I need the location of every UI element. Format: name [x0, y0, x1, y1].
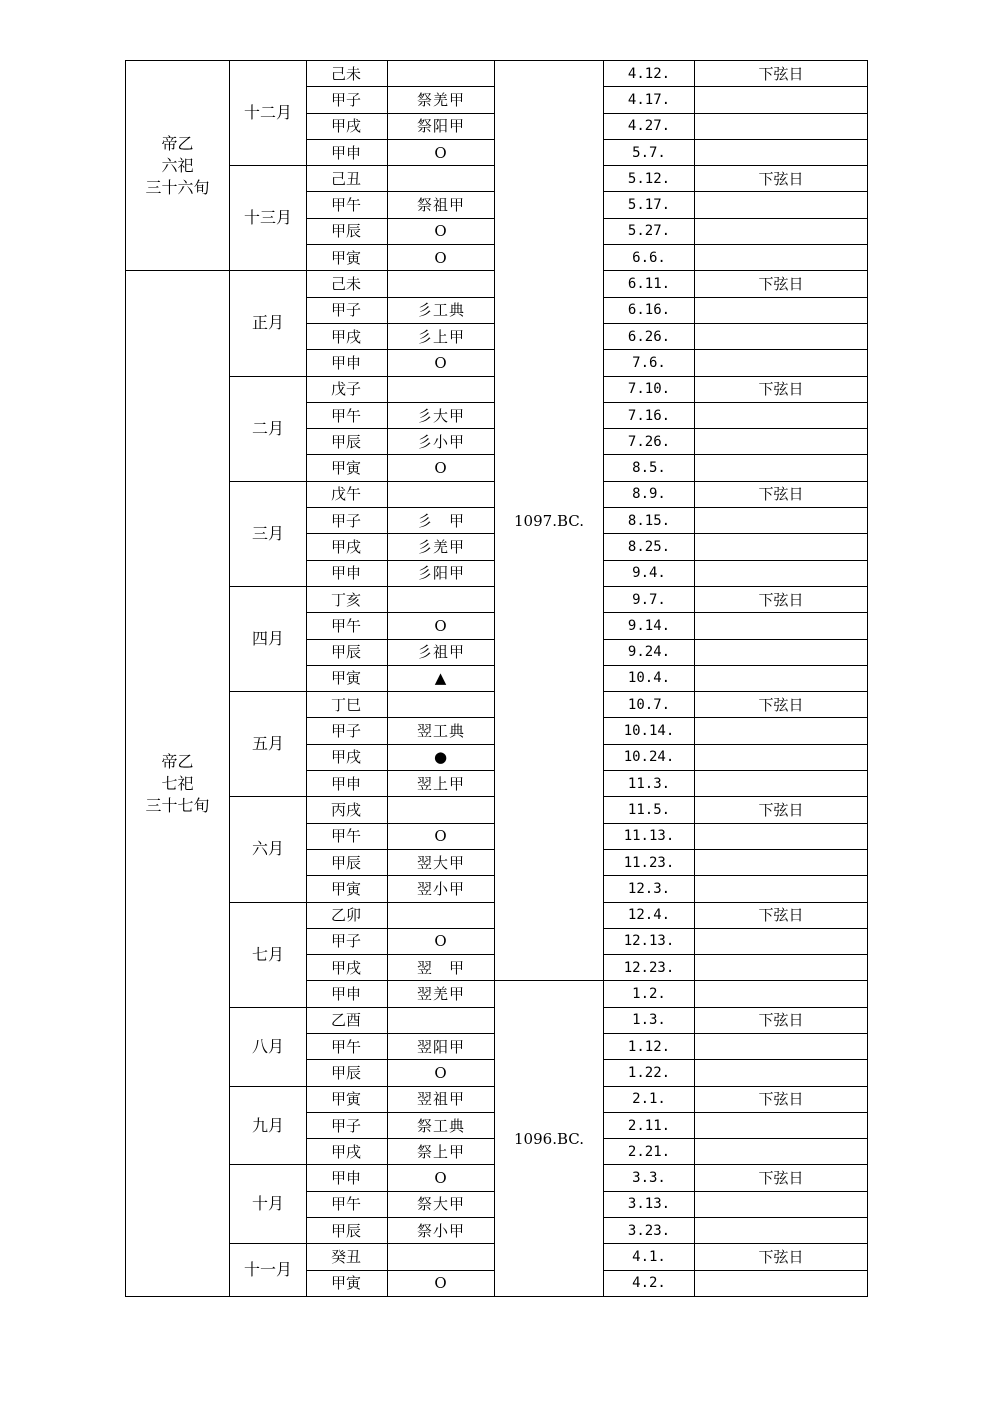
date-cell: 1.22. [604, 1060, 695, 1086]
reign-line: 三十七旬 [145, 795, 210, 815]
lunar-phase-cell [695, 1139, 868, 1165]
date-cell: 2.1. [604, 1086, 695, 1112]
sacrifice-cell [388, 376, 495, 402]
ganzhi-day-cell: 甲辰 [307, 639, 388, 665]
sacrifice-cell: 祭工典 [388, 1112, 495, 1138]
lunar-phase-cell [695, 718, 868, 744]
ganzhi-day-cell: 甲申 [307, 981, 388, 1007]
ganzhi-day-cell: 甲申 [307, 560, 388, 586]
sacrifice-cell: O [388, 823, 495, 849]
date-cell: 10.14. [604, 718, 695, 744]
lunar-phase-cell [695, 981, 868, 1007]
ganzhi-day-cell: 己丑 [307, 166, 388, 192]
date-cell: 3.23. [604, 1218, 695, 1244]
sacrifice-cell: O [388, 928, 495, 954]
ganzhi-day-cell: 甲寅 [307, 245, 388, 271]
sacrifice-cell: O [388, 218, 495, 244]
lunar-phase-cell: 下弦日 [695, 586, 868, 612]
sacrifice-cell: ● [388, 744, 495, 770]
lunar-phase-cell [695, 297, 868, 323]
lunar-phase-cell: 下弦日 [695, 61, 868, 87]
ganzhi-day-cell: 甲戌 [307, 744, 388, 770]
sacrifice-cell [388, 692, 495, 718]
date-cell: 6.6. [604, 245, 695, 271]
lunar-phase-cell [695, 771, 868, 797]
date-cell: 7.26. [604, 429, 695, 455]
ganzhi-day-cell: 甲辰 [307, 1218, 388, 1244]
sacrifice-cell: O [388, 1060, 495, 1086]
sacrifice-cell: O [388, 245, 495, 271]
ganzhi-day-cell: 甲辰 [307, 218, 388, 244]
lunar-phase-cell [695, 113, 868, 139]
lunar-phase-cell: 下弦日 [695, 166, 868, 192]
reign-line: 三十六旬 [145, 177, 210, 197]
table-row [126, 61, 868, 87]
lunar-phase-cell [695, 744, 868, 770]
lunar-phase-cell [695, 87, 868, 113]
date-cell: 7.16. [604, 402, 695, 428]
lunar-phase-cell [695, 350, 868, 376]
ganzhi-day-cell: 甲戌 [307, 323, 388, 349]
ganzhi-day-cell: 甲申 [307, 771, 388, 797]
sacrifice-cell: 翌羌甲 [388, 981, 495, 1007]
lunar-phase-cell [695, 139, 868, 165]
sacrifice-cell: 彡 甲 [388, 508, 495, 534]
ganzhi-day-cell: 戊子 [307, 376, 388, 402]
ganzhi-day-cell: 甲戌 [307, 534, 388, 560]
sacrifice-cell: 祭羌甲 [388, 87, 495, 113]
date-cell: 3.3. [604, 1165, 695, 1191]
reign-line: 六祀 [161, 155, 194, 175]
date-cell: 2.11. [604, 1112, 695, 1138]
month-cell: 十月 [230, 1165, 307, 1244]
lunar-phase-cell: 下弦日 [695, 797, 868, 823]
ganzhi-day-cell: 甲辰 [307, 849, 388, 875]
month-cell: 五月 [230, 692, 307, 797]
month-cell: 正月 [230, 271, 307, 376]
date-cell: 10.7. [604, 692, 695, 718]
sacrifice-calendar-table [125, 60, 868, 1297]
sacrifice-cell: 彡大甲 [388, 402, 495, 428]
sacrifice-cell: 翌 甲 [388, 955, 495, 981]
reign-cell [126, 61, 230, 271]
date-cell: 11.23. [604, 849, 695, 875]
date-cell: 4.2. [604, 1270, 695, 1296]
date-cell: 9.7. [604, 586, 695, 612]
sacrifice-cell [388, 1007, 495, 1033]
date-cell: 4.1. [604, 1244, 695, 1270]
sacrifice-cell: 祭大甲 [388, 1191, 495, 1217]
date-cell: 11.3. [604, 771, 695, 797]
sacrifice-cell: 祭祖甲 [388, 192, 495, 218]
date-cell: 10.24. [604, 744, 695, 770]
month-cell: 二月 [230, 376, 307, 481]
lunar-phase-cell: 下弦日 [695, 271, 868, 297]
ganzhi-day-cell: 甲申 [307, 1165, 388, 1191]
ganzhi-day-cell: 甲子 [307, 1112, 388, 1138]
date-cell: 10.4. [604, 665, 695, 691]
date-cell: 5.27. [604, 218, 695, 244]
lunar-phase-cell [695, 1270, 868, 1296]
date-cell: 6.16. [604, 297, 695, 323]
date-cell: 5.17. [604, 192, 695, 218]
ganzhi-day-cell: 甲寅 [307, 1270, 388, 1296]
lunar-phase-cell [695, 665, 868, 691]
sacrifice-cell [388, 797, 495, 823]
sacrifice-cell: 翌工典 [388, 718, 495, 744]
ganzhi-day-cell: 丙戌 [307, 797, 388, 823]
date-cell: 7.10. [604, 376, 695, 402]
ganzhi-day-cell: 己未 [307, 271, 388, 297]
ganzhi-day-cell: 甲午 [307, 823, 388, 849]
ganzhi-day-cell: 丁亥 [307, 586, 388, 612]
date-cell: 5.12. [604, 166, 695, 192]
lunar-phase-cell [695, 192, 868, 218]
month-cell: 八月 [230, 1007, 307, 1086]
sacrifice-cell: 祭上甲 [388, 1139, 495, 1165]
ganzhi-day-cell: 癸丑 [307, 1244, 388, 1270]
lunar-phase-cell [695, 429, 868, 455]
ganzhi-day-cell: 甲午 [307, 402, 388, 428]
reign-cell [126, 271, 230, 1297]
date-cell: 9.4. [604, 560, 695, 586]
lunar-phase-cell [695, 1191, 868, 1217]
ganzhi-day-cell: 甲戌 [307, 955, 388, 981]
lunar-phase-cell: 下弦日 [695, 481, 868, 507]
ganzhi-day-cell: 甲子 [307, 928, 388, 954]
ganzhi-day-cell: 甲午 [307, 1191, 388, 1217]
date-cell: 12.23. [604, 955, 695, 981]
month-cell: 七月 [230, 902, 307, 1007]
table-body [126, 61, 868, 1297]
sacrifice-cell [388, 586, 495, 612]
date-cell: 4.27. [604, 113, 695, 139]
lunar-phase-cell: 下弦日 [695, 376, 868, 402]
date-cell: 7.6. [604, 350, 695, 376]
lunar-phase-cell [695, 218, 868, 244]
ganzhi-day-cell: 甲辰 [307, 1060, 388, 1086]
ganzhi-day-cell: 甲戌 [307, 113, 388, 139]
date-cell: 9.14. [604, 613, 695, 639]
sacrifice-cell [388, 481, 495, 507]
lunar-phase-cell: 下弦日 [695, 692, 868, 718]
ganzhi-day-cell: 己未 [307, 61, 388, 87]
lunar-phase-cell [695, 1060, 868, 1086]
reign-line: 帝乙 [161, 133, 194, 153]
sacrifice-cell: 翌大甲 [388, 849, 495, 875]
sacrifice-cell: 彡祖甲 [388, 639, 495, 665]
sacrifice-cell [388, 61, 495, 87]
date-cell: 3.13. [604, 1191, 695, 1217]
date-cell: 1.2. [604, 981, 695, 1007]
sacrifice-cell: O [388, 1270, 495, 1296]
lunar-phase-cell [695, 613, 868, 639]
date-cell: 11.13. [604, 823, 695, 849]
ganzhi-day-cell: 乙卯 [307, 902, 388, 928]
sacrifice-cell: 彡上甲 [388, 323, 495, 349]
ganzhi-day-cell: 甲寅 [307, 455, 388, 481]
ganzhi-day-cell: 甲辰 [307, 429, 388, 455]
date-cell: 6.11. [604, 271, 695, 297]
ganzhi-day-cell: 甲申 [307, 350, 388, 376]
lunar-phase-cell [695, 955, 868, 981]
ganzhi-day-cell: 丁巳 [307, 692, 388, 718]
sacrifice-cell: 祭小甲 [388, 1218, 495, 1244]
lunar-phase-cell [695, 323, 868, 349]
date-cell: 8.15. [604, 508, 695, 534]
lunar-phase-cell [695, 1033, 868, 1059]
ganzhi-day-cell: 乙酉 [307, 1007, 388, 1033]
sacrifice-cell: O [388, 350, 495, 376]
lunar-phase-cell [695, 402, 868, 428]
year-bc-cell: 1096.BC. [495, 981, 604, 1297]
lunar-phase-cell [695, 639, 868, 665]
reign-line: 七祀 [161, 773, 194, 793]
date-cell: 8.9. [604, 481, 695, 507]
sacrifice-cell: 彡小甲 [388, 429, 495, 455]
ganzhi-day-cell: 戊午 [307, 481, 388, 507]
date-cell: 4.17. [604, 87, 695, 113]
lunar-phase-cell [695, 849, 868, 875]
ganzhi-day-cell: 甲午 [307, 192, 388, 218]
month-cell: 四月 [230, 586, 307, 691]
sacrifice-cell [388, 271, 495, 297]
month-cell: 十一月 [230, 1244, 307, 1297]
month-cell: 九月 [230, 1086, 307, 1165]
lunar-phase-cell: 下弦日 [695, 1086, 868, 1112]
sacrifice-cell: O [388, 613, 495, 639]
lunar-phase-cell [695, 534, 868, 560]
sacrifice-cell [388, 1244, 495, 1270]
sacrifice-cell: 翌小甲 [388, 876, 495, 902]
ganzhi-day-cell: 甲寅 [307, 665, 388, 691]
ganzhi-day-cell: 甲申 [307, 139, 388, 165]
sacrifice-cell: O [388, 455, 495, 481]
date-cell: 8.25. [604, 534, 695, 560]
sacrifice-cell: O [388, 139, 495, 165]
sacrifice-cell: 彡阳甲 [388, 560, 495, 586]
sacrifice-cell [388, 902, 495, 928]
month-cell: 三月 [230, 481, 307, 586]
ganzhi-day-cell: 甲子 [307, 508, 388, 534]
lunar-phase-cell: 下弦日 [695, 1165, 868, 1191]
date-cell: 6.26. [604, 323, 695, 349]
lunar-phase-cell [695, 876, 868, 902]
year-bc-cell: 1097.BC. [495, 61, 604, 981]
sacrifice-cell: 祭阳甲 [388, 113, 495, 139]
sacrifice-cell: 彡工典 [388, 297, 495, 323]
month-cell: 十二月 [230, 61, 307, 166]
lunar-phase-cell [695, 823, 868, 849]
sacrifice-cell [388, 166, 495, 192]
date-cell: 12.3. [604, 876, 695, 902]
lunar-phase-cell [695, 508, 868, 534]
sacrifice-cell: 彡羌甲 [388, 534, 495, 560]
ganzhi-day-cell: 甲子 [307, 87, 388, 113]
sacrifice-cell: O [388, 1165, 495, 1191]
lunar-phase-cell: 下弦日 [695, 902, 868, 928]
ganzhi-day-cell: 甲午 [307, 1033, 388, 1059]
date-cell: 8.5. [604, 455, 695, 481]
date-cell: 9.24. [604, 639, 695, 665]
lunar-phase-cell [695, 928, 868, 954]
date-cell: 2.21. [604, 1139, 695, 1165]
lunar-phase-cell: 下弦日 [695, 1244, 868, 1270]
ganzhi-day-cell: 甲子 [307, 297, 388, 323]
sacrifice-cell: 翌阳甲 [388, 1033, 495, 1059]
sacrifice-cell: 翌祖甲 [388, 1086, 495, 1112]
date-cell: 12.4. [604, 902, 695, 928]
sacrifice-cell: 翌上甲 [388, 771, 495, 797]
date-cell: 4.12. [604, 61, 695, 87]
ganzhi-day-cell: 甲午 [307, 613, 388, 639]
lunar-phase-cell [695, 1218, 868, 1244]
sacrifice-cell: ▲ [388, 665, 495, 691]
date-cell: 11.5. [604, 797, 695, 823]
date-cell: 1.12. [604, 1033, 695, 1059]
date-cell: 12.13. [604, 928, 695, 954]
lunar-phase-cell [695, 245, 868, 271]
ganzhi-day-cell: 甲寅 [307, 876, 388, 902]
month-cell: 十三月 [230, 166, 307, 271]
date-cell: 1.3. [604, 1007, 695, 1033]
month-cell: 六月 [230, 797, 307, 902]
lunar-phase-cell: 下弦日 [695, 1007, 868, 1033]
ganzhi-day-cell: 甲寅 [307, 1086, 388, 1112]
lunar-phase-cell [695, 1112, 868, 1138]
date-cell: 5.7. [604, 139, 695, 165]
reign-line: 帝乙 [161, 751, 194, 771]
ganzhi-day-cell: 甲子 [307, 718, 388, 744]
lunar-phase-cell [695, 560, 868, 586]
lunar-phase-cell [695, 455, 868, 481]
ganzhi-day-cell: 甲戌 [307, 1139, 388, 1165]
